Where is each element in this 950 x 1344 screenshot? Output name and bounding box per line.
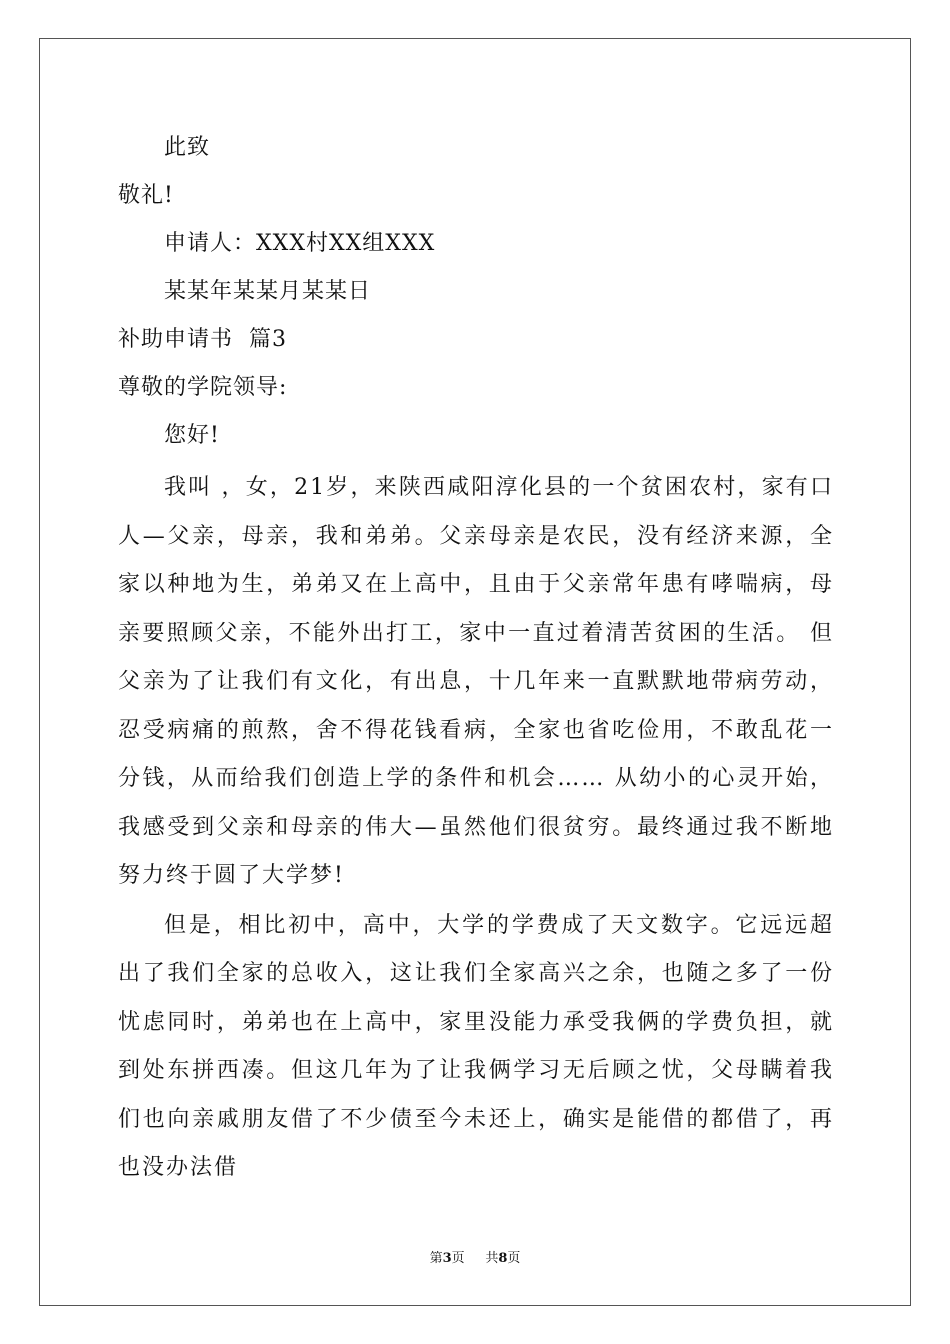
document-body: [118, 124, 834, 1193]
total-prefix: 共: [485, 1251, 499, 1266]
body-paragraph: 但是，相比初中，高中，大学的学费成了天文数字。它远远超出了我们全家的总收入，这让我们全家高兴之余，也随之多了一份忧虑同时，弟弟也在上高中，家里没能力承受我俩的学费负担，就到处东拼西凑。但这几年为了让我俩学习无后顾之忧，父母瞒着我们也向亲戚朋友借了不少债至今未还上，确实是能借的都借了，再也没办法借: [118, 912, 834, 1180]
letter-date: 某某年某某月某某日: [164, 279, 372, 304]
page-footer: [0, 1247, 950, 1266]
applicant-signature: 申请人：XXX村XX组XXX: [164, 231, 436, 256]
page-total: 8: [498, 1251, 508, 1266]
closing-regards: 敬礼!: [118, 183, 174, 208]
page-suffix: 页: [451, 1251, 465, 1266]
page-current: 3: [442, 1251, 452, 1266]
greeting-line: 您好!: [164, 423, 220, 448]
closing-salutation: 此致: [164, 135, 211, 160]
recipient-line: 尊敬的学院领导:: [118, 375, 288, 400]
total-suffix: 页: [507, 1251, 521, 1266]
page-prefix: 第: [429, 1251, 443, 1266]
section-title: 补助申请书 篇3: [118, 327, 287, 352]
body-paragraph: 我叫 ，女，21岁，来陕西咸阳淳化县的一个贫困农村，家有口人—父亲，母亲，我和弟弟。父亲母亲是农民，没有经济来源，全家以种地为生，弟弟又在上高中，且由于父亲常年患有哮喘病，母亲要照顾父亲，不能外出打工，家中一直过着清苦贫困的生活。 但父亲为了让我们有文化，有出息，十几年来一直默默地带病劳动，忍受病痛的煎熬，舍不得花钱看病，全家也省吃俭用，不敢乱花一分钱，从而给我们创造上学的条件和机会…… 从幼小的心灵开始，我感受到父亲和母亲的伟大—虽然他们很贫穷。最终通过我不断地努力终于圆了大学梦!: [118, 475, 834, 888]
